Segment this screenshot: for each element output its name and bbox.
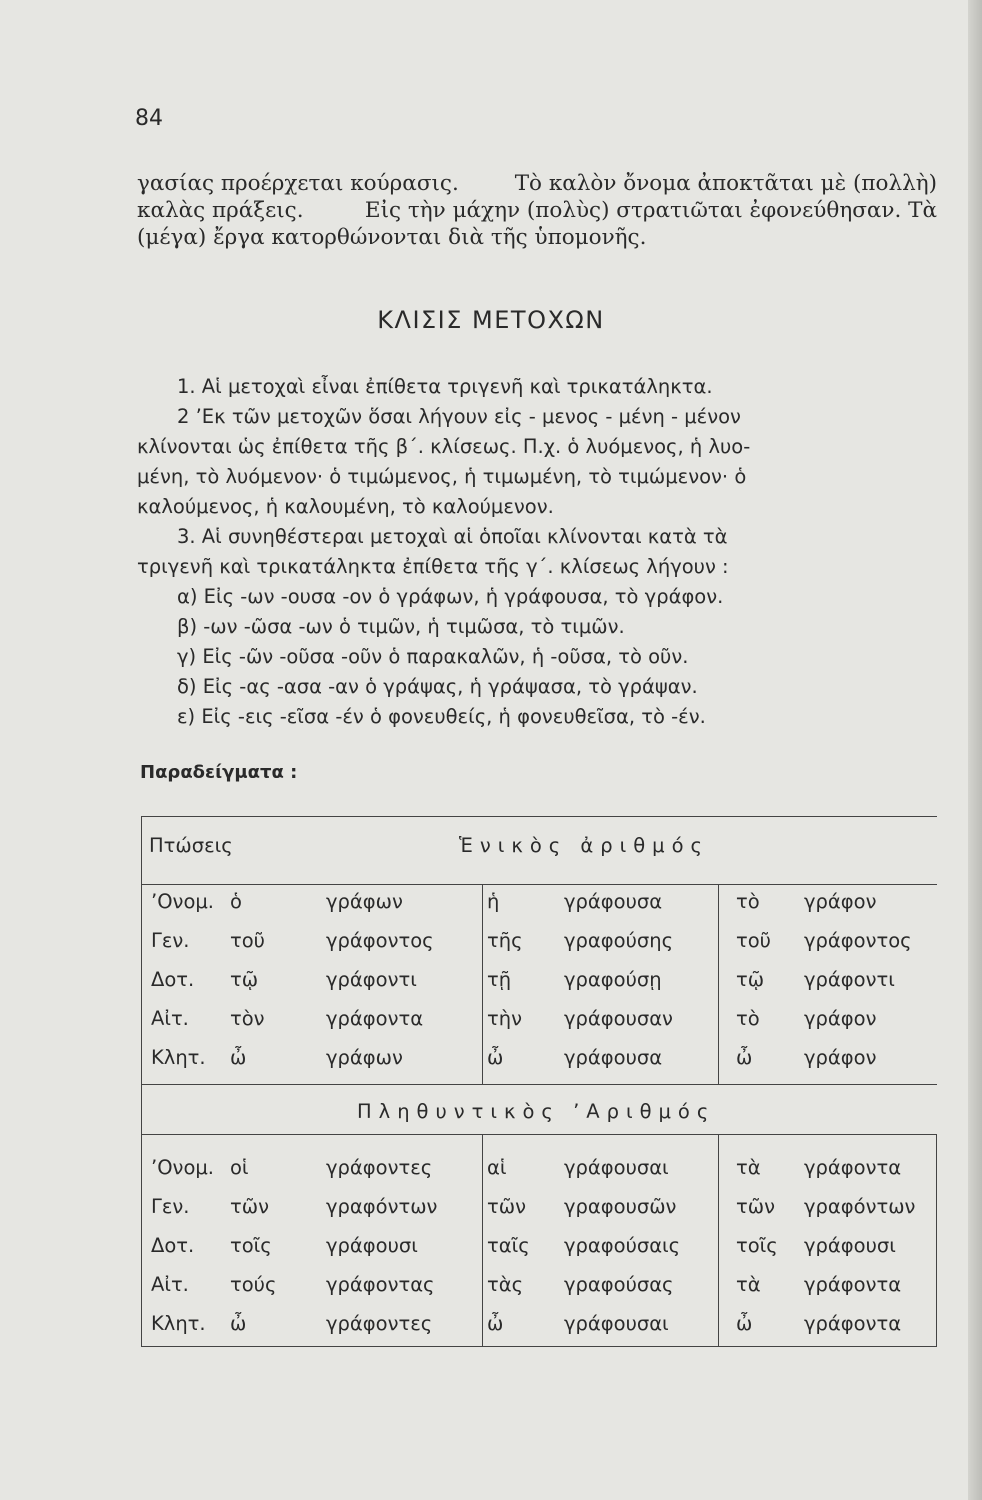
cell-n-form: γράφοντα [804,1312,902,1335]
cell-m-article: τοῦ [230,929,265,952]
cell-case: ’Ονομ. [151,1156,214,1179]
cell-case: Γεν. [151,1195,190,1218]
intro-line: καλὰς πράξεις. Εἰς τὴν μάχην (πολὺς) στρατιῶται ἐφονεύθησαν. Τὰ [137,198,937,223]
cell-n-article: τὸ [736,890,760,913]
cell-n-article: τῶν [736,1195,775,1218]
cell-n-article: τὸ [736,1007,760,1030]
cell-case: Γεν. [151,929,190,952]
cell-n-article: τοῦ [736,929,771,952]
cell-m-form: γράφοντα [326,1007,424,1030]
table-rule-singular [142,884,937,885]
cell-m-form: γραφόντων [326,1195,438,1218]
cell-m-article: τούς [230,1273,277,1296]
cell-f-form: γραφούσης [564,929,674,952]
page-number: 84 [135,106,163,131]
cell-n-article: τὰ [736,1273,761,1296]
cell-m-form: γράφοντι [326,968,417,991]
cell-f-article: αἱ [487,1156,507,1179]
cell-f-article: ἡ [487,890,500,913]
cell-case: Κλητ. [151,1046,206,1069]
cell-m-form: γράφοντας [326,1273,435,1296]
cell-m-article: ὁ [230,890,242,913]
cell-m-article: οἱ [230,1156,249,1179]
cell-f-form: γράφουσα [564,890,663,913]
cell-n-article: τῷ [736,968,765,991]
cell-f-article: ὦ [487,1046,504,1069]
table-col-divider [718,1134,719,1346]
cell-m-article: τὸν [230,1007,265,1030]
cell-n-form: γράφον [804,890,877,913]
cell-f-article: τὰς [487,1273,524,1296]
cell-case: ’Ονομ. [151,890,214,913]
cell-f-form: γραφούσας [564,1273,674,1296]
cell-n-form: γράφοντα [804,1273,902,1296]
cell-n-form: γράφοντος [804,929,912,952]
cell-m-form: γράφοντες [326,1156,433,1179]
cell-n-form: γράφοντι [804,968,895,991]
cell-m-form: γράφων [326,890,403,913]
cell-case: Κλητ. [151,1312,206,1335]
intro-paragraph [137,170,937,251]
cell-n-form: γράφοντα [804,1156,902,1179]
cell-m-form: γράφων [326,1046,403,1069]
cell-n-article: τοῖς [736,1234,778,1257]
cell-n-form: γραφόντων [804,1195,916,1218]
cell-m-article: τῷ [230,968,259,991]
intro-line: (μέγα) ἔργα κατορθώνονται διὰ τῆς ὑπομονῆς. [137,225,647,250]
rule-line: καλούμενος, ἡ καλουμένη, τὸ καλούμενον. [137,495,554,518]
cell-m-article: ὦ [230,1312,247,1335]
cell-f-article: ὦ [487,1312,504,1335]
table-col-divider [482,884,483,1084]
cell-f-form: γράφουσαι [564,1312,669,1335]
cell-m-form: γράφοντος [326,929,434,952]
rule-line: α) Εἰς -ων -ουσα -ον ὁ γράφων, ἡ γράφουσα, τὸ γράφον. [177,585,724,608]
cases-header: Πτώσεις [149,834,233,857]
rules-text [137,372,937,732]
cell-case: Δοτ. [151,1234,195,1257]
rule-line: γ) Εἰς -ῶν -οῦσα -οῦν ὁ παρακαλῶν, ἡ -οῦσα, τὸ οῦν. [177,645,689,668]
examples-label: Παραδείγματα : [140,762,298,783]
cell-f-article: τῆς [487,929,523,952]
cell-n-article: ὦ [736,1312,753,1335]
table-col-divider [482,1134,483,1346]
declension-table [141,816,937,1347]
cell-f-article: τῇ [487,968,512,991]
cell-case: Αἰτ. [151,1273,189,1296]
rule-line: 3. Αἱ συνηθέστεραι μετοχαὶ αἱ ὁποῖαι κλίνονται κατὰ τὰ [177,525,728,548]
cell-f-form: γράφουσαι [564,1156,669,1179]
cell-case: Δοτ. [151,968,195,991]
table-rule-bottom [142,1346,937,1347]
rule-line: κλίνονται ὡς ἐπίθετα τῆς β΄. κλίσεως. Π.χ. ὁ λυόμενος, ἡ λυο- [137,435,751,458]
cell-n-form: γράφον [804,1007,877,1030]
section-title: ΚΛΙΣΙΣ ΜΕΤΟΧΩΝ [377,306,605,334]
cell-f-article: τῶν [487,1195,526,1218]
table-rule-top [142,816,937,817]
cell-n-article: ὦ [736,1046,753,1069]
rule-line: β) -ων -ῶσα -ων ὁ τιμῶν, ἡ τιμῶσα, τὸ τιμῶν. [177,615,625,638]
rule-line: δ) Εἰς -ας -ασα -αν ὁ γράψας, ἡ γράψασα, τὸ γράψαν. [177,675,698,698]
table-col-divider [936,1134,937,1346]
cell-f-form: γράφουσα [564,1046,663,1069]
cell-f-article: τὴν [487,1007,522,1030]
cell-m-form: γράφοντες [326,1312,433,1335]
cell-f-form: γραφουσῶν [564,1195,677,1218]
intro-line: γασίας προέρχεται κούρασις. Τὸ καλὸν ὄνομα ἀποκτᾶται μὲ (πολλὴ) [137,171,937,196]
singular-header: Ἑνικὸς ἀριθμός [459,834,709,857]
cell-f-form: γράφουσαν [564,1007,673,1030]
cell-case: Αἰτ. [151,1007,189,1030]
cell-f-article: ταῖς [487,1234,530,1257]
rule-line: 2 ’Εκ τῶν μετοχῶν ὅσαι λήγουν εἰς - μενος - μένη - μένον [177,405,741,428]
cell-n-form: γράφουσι [804,1234,896,1257]
cell-n-form: γράφον [804,1046,877,1069]
rule-line: 1. Αἱ μετοχαὶ εἶναι ἐπίθετα τριγενῆ καὶ τρικατάληκτα. [177,375,713,398]
table-rule-plural [142,1134,937,1135]
rule-line: τριγενῆ καὶ τρικατάληκτα ἐπίθετα τῆς γ΄. κλίσεως λήγουν : [137,555,729,578]
cell-f-form: γραφούσαις [564,1234,681,1257]
cell-m-article: τῶν [230,1195,269,1218]
cell-n-article: τὰ [736,1156,761,1179]
page-edge-shadow [968,0,982,1500]
cell-m-article: τοῖς [230,1234,272,1257]
table-rule-mid [142,1084,937,1085]
rule-line: ε) Εἰς -εις -εῖσα -έν ὁ φονευθείς, ἡ φονευθεῖσα, τὸ -έν. [177,705,706,728]
table-col-divider [718,884,719,1084]
cell-f-form: γραφούσῃ [564,968,662,991]
cell-m-article: ὦ [230,1046,247,1069]
plural-header: Πληθυντικὸς ’Αριθμός [357,1100,716,1123]
cell-m-form: γράφουσι [326,1234,418,1257]
rule-line: μένη, τὸ λυόμενον· ὁ τιμώμενος, ἡ τιμωμένη, τὸ τιμώμενον· ὁ [137,465,747,488]
